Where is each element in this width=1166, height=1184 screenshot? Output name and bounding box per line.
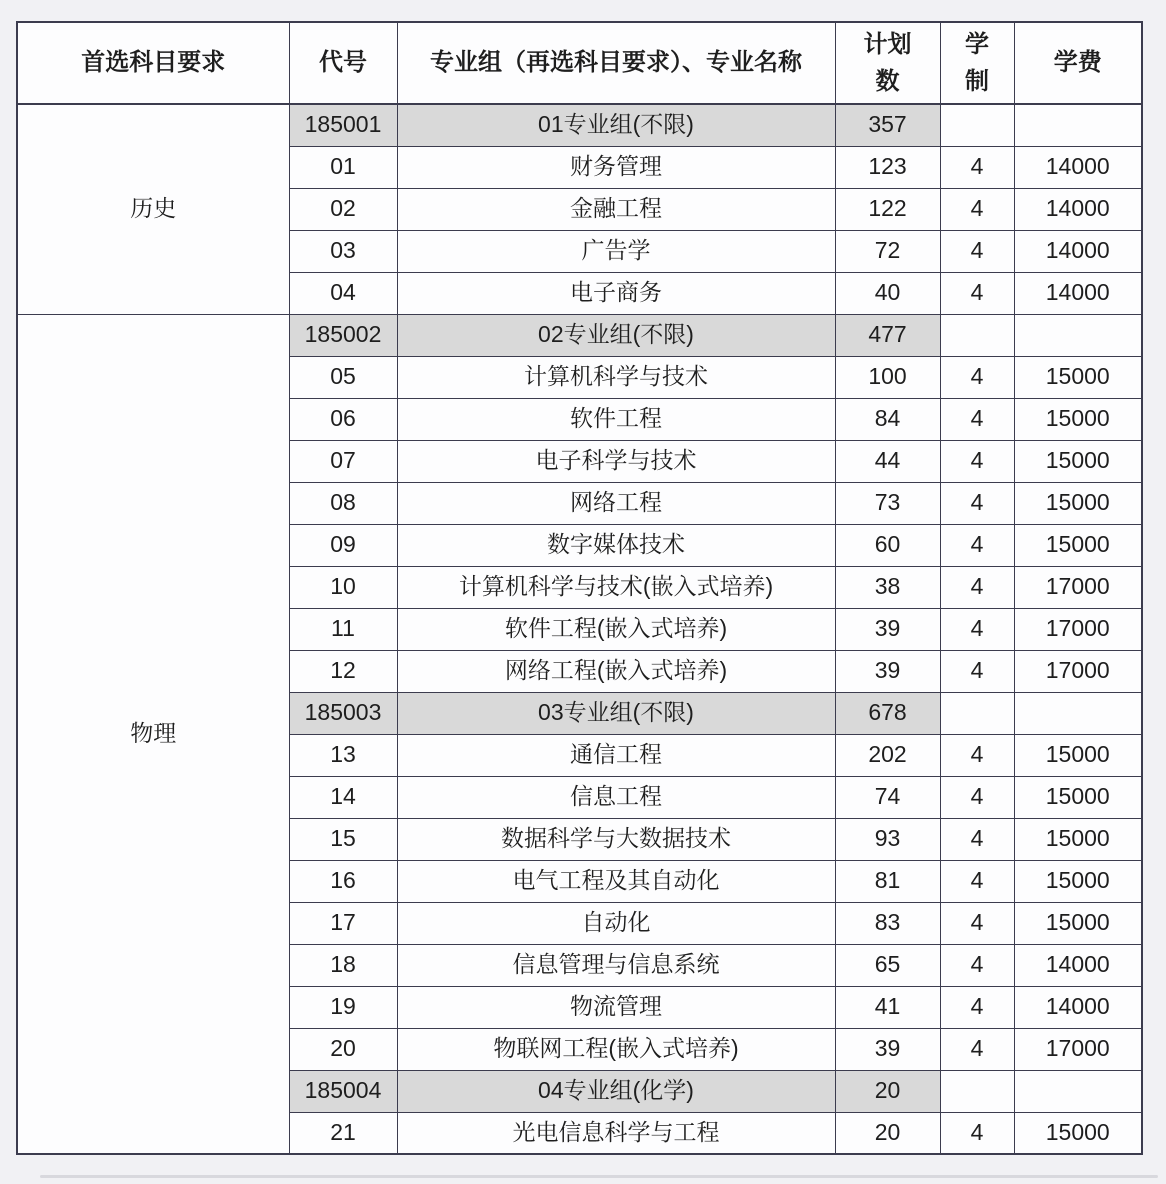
years-cell <box>940 314 1014 356</box>
code-cell: 20 <box>289 1028 397 1070</box>
years-cell: 4 <box>940 440 1014 482</box>
code-cell: 04 <box>289 272 397 314</box>
years-cell: 4 <box>940 356 1014 398</box>
fee-cell: 14000 <box>1014 272 1142 314</box>
plan-cell: 81 <box>835 860 940 902</box>
code-cell: 07 <box>289 440 397 482</box>
major-cell: 04专业组(化学) <box>397 1070 835 1112</box>
fee-cell: 15000 <box>1014 524 1142 566</box>
fee-cell: 17000 <box>1014 650 1142 692</box>
fee-cell: 14000 <box>1014 986 1142 1028</box>
years-cell: 4 <box>940 146 1014 188</box>
plan-cell: 100 <box>835 356 940 398</box>
plan-cell: 39 <box>835 1028 940 1070</box>
fee-cell: 15000 <box>1014 398 1142 440</box>
major-cell: 自动化 <box>397 902 835 944</box>
plan-cell: 84 <box>835 398 940 440</box>
subject-cell-history: 历史 <box>17 104 289 314</box>
major-cell: 电气工程及其自动化 <box>397 860 835 902</box>
major-cell: 网络工程 <box>397 482 835 524</box>
plan-cell: 40 <box>835 272 940 314</box>
fee-cell: 15000 <box>1014 440 1142 482</box>
plan-cell: 60 <box>835 524 940 566</box>
code-cell: 15 <box>289 818 397 860</box>
code-cell: 14 <box>289 776 397 818</box>
years-cell: 4 <box>940 608 1014 650</box>
code-cell: 17 <box>289 902 397 944</box>
fee-cell: 15000 <box>1014 734 1142 776</box>
fee-cell: 14000 <box>1014 944 1142 986</box>
major-cell: 02专业组(不限) <box>397 314 835 356</box>
code-cell: 185004 <box>289 1070 397 1112</box>
major-cell: 信息管理与信息系统 <box>397 944 835 986</box>
fee-cell: 15000 <box>1014 482 1142 524</box>
major-cell: 网络工程(嵌入式培养) <box>397 650 835 692</box>
years-cell: 4 <box>940 902 1014 944</box>
code-cell: 02 <box>289 188 397 230</box>
plan-cell: 93 <box>835 818 940 860</box>
years-cell <box>940 104 1014 146</box>
fee-cell: 14000 <box>1014 188 1142 230</box>
major-cell: 电子科学与技术 <box>397 440 835 482</box>
plan-cell: 678 <box>835 692 940 734</box>
code-cell: 185001 <box>289 104 397 146</box>
years-cell <box>940 1070 1014 1112</box>
code-cell: 12 <box>289 650 397 692</box>
column-header-years: 学制 <box>940 22 1014 104</box>
plan-cell: 38 <box>835 566 940 608</box>
major-cell: 信息工程 <box>397 776 835 818</box>
major-cell: 软件工程 <box>397 398 835 440</box>
group-row <box>17 314 1142 356</box>
plan-cell: 202 <box>835 734 940 776</box>
years-cell <box>940 692 1014 734</box>
years-cell: 4 <box>940 188 1014 230</box>
plan-cell: 477 <box>835 314 940 356</box>
partial-bottom-divider <box>40 1175 1158 1178</box>
major-cell: 光电信息科学与工程 <box>397 1112 835 1154</box>
code-cell: 01 <box>289 146 397 188</box>
fee-cell <box>1014 314 1142 356</box>
major-cell: 广告学 <box>397 230 835 272</box>
fee-cell: 14000 <box>1014 230 1142 272</box>
years-cell: 4 <box>940 944 1014 986</box>
column-header-fee: 学费 <box>1014 22 1142 104</box>
code-cell: 16 <box>289 860 397 902</box>
group-row <box>17 104 1142 146</box>
major-cell: 软件工程(嵌入式培养) <box>397 608 835 650</box>
fee-cell: 14000 <box>1014 146 1142 188</box>
fee-cell: 15000 <box>1014 776 1142 818</box>
plan-cell: 83 <box>835 902 940 944</box>
plan-cell: 20 <box>835 1070 940 1112</box>
column-header-code: 代号 <box>289 22 397 104</box>
plan-cell: 122 <box>835 188 940 230</box>
code-cell: 19 <box>289 986 397 1028</box>
fee-cell: 15000 <box>1014 818 1142 860</box>
plan-cell: 72 <box>835 230 940 272</box>
code-cell: 09 <box>289 524 397 566</box>
years-cell: 4 <box>940 482 1014 524</box>
major-cell: 01专业组(不限) <box>397 104 835 146</box>
fee-cell: 17000 <box>1014 1028 1142 1070</box>
major-cell: 电子商务 <box>397 272 835 314</box>
years-cell: 4 <box>940 272 1014 314</box>
column-header-subject: 首选科目要求 <box>17 22 289 104</box>
column-header-plan: 计划数 <box>835 22 940 104</box>
major-cell: 财务管理 <box>397 146 835 188</box>
major-cell: 物流管理 <box>397 986 835 1028</box>
header-row <box>17 22 1142 104</box>
code-cell: 05 <box>289 356 397 398</box>
years-cell: 4 <box>940 524 1014 566</box>
column-header-major: 专业组（再选科目要求）、专业名称 <box>397 22 835 104</box>
years-cell: 4 <box>940 230 1014 272</box>
years-cell: 4 <box>940 818 1014 860</box>
code-cell: 06 <box>289 398 397 440</box>
plan-cell: 41 <box>835 986 940 1028</box>
fee-cell <box>1014 1070 1142 1112</box>
admissions-plan-table <box>16 21 1143 1155</box>
code-cell: 21 <box>289 1112 397 1154</box>
plan-cell: 44 <box>835 440 940 482</box>
years-cell: 4 <box>940 1028 1014 1070</box>
code-cell: 185002 <box>289 314 397 356</box>
plan-cell: 357 <box>835 104 940 146</box>
subject-cell-physics: 物理 <box>17 314 289 1154</box>
fee-cell: 15000 <box>1014 860 1142 902</box>
fee-cell <box>1014 104 1142 146</box>
fee-cell: 17000 <box>1014 566 1142 608</box>
years-cell: 4 <box>940 860 1014 902</box>
fee-cell: 15000 <box>1014 356 1142 398</box>
major-cell: 物联网工程(嵌入式培养) <box>397 1028 835 1070</box>
major-cell: 计算机科学与技术(嵌入式培养) <box>397 566 835 608</box>
major-cell: 通信工程 <box>397 734 835 776</box>
major-cell: 03专业组(不限) <box>397 692 835 734</box>
plan-cell: 74 <box>835 776 940 818</box>
years-cell: 4 <box>940 986 1014 1028</box>
code-cell: 13 <box>289 734 397 776</box>
code-cell: 18 <box>289 944 397 986</box>
fee-cell: 15000 <box>1014 902 1142 944</box>
fee-cell <box>1014 692 1142 734</box>
plan-cell: 39 <box>835 608 940 650</box>
major-cell: 计算机科学与技术 <box>397 356 835 398</box>
code-cell: 10 <box>289 566 397 608</box>
major-cell: 数字媒体技术 <box>397 524 835 566</box>
years-cell: 4 <box>940 566 1014 608</box>
code-cell: 185003 <box>289 692 397 734</box>
years-cell: 4 <box>940 650 1014 692</box>
plan-cell: 123 <box>835 146 940 188</box>
major-cell: 金融工程 <box>397 188 835 230</box>
years-cell: 4 <box>940 776 1014 818</box>
years-cell: 4 <box>940 734 1014 776</box>
years-cell: 4 <box>940 398 1014 440</box>
plan-cell: 73 <box>835 482 940 524</box>
code-cell: 03 <box>289 230 397 272</box>
fee-cell: 15000 <box>1014 1112 1142 1154</box>
plan-cell: 20 <box>835 1112 940 1154</box>
fee-cell: 17000 <box>1014 608 1142 650</box>
code-cell: 11 <box>289 608 397 650</box>
years-cell: 4 <box>940 1112 1014 1154</box>
plan-cell: 65 <box>835 944 940 986</box>
plan-cell: 39 <box>835 650 940 692</box>
major-cell: 数据科学与大数据技术 <box>397 818 835 860</box>
code-cell: 08 <box>289 482 397 524</box>
